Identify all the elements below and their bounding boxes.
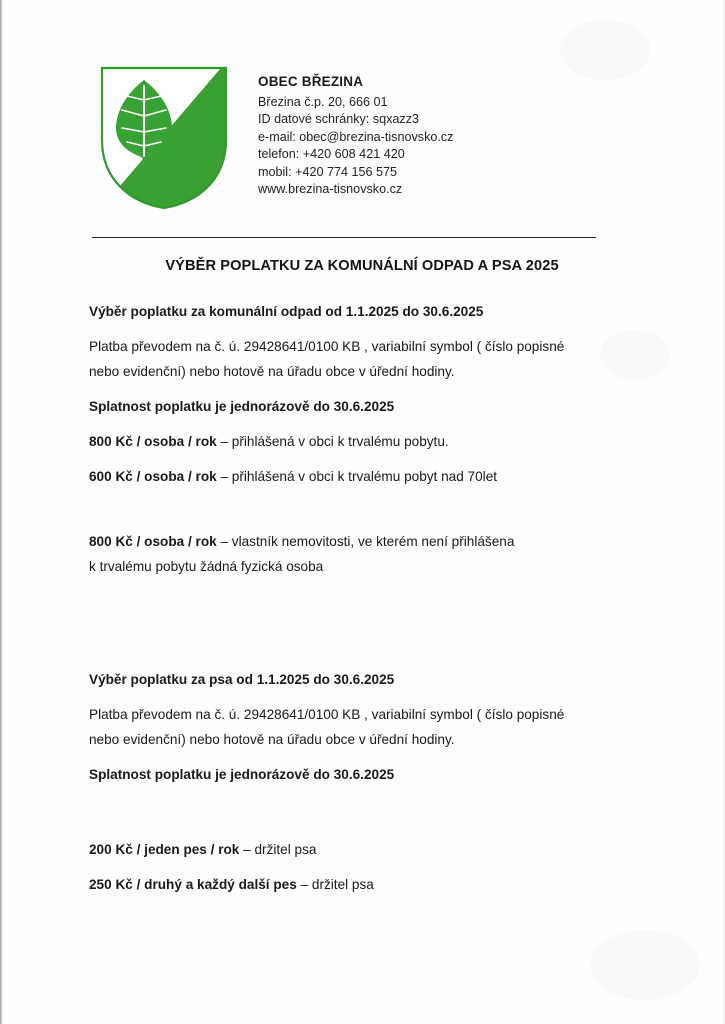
dog-fee-row	[89, 872, 649, 897]
organization-website: www.brezina-tisnovsko.cz	[258, 182, 403, 197]
waste-due-date: Splatnost poplatku je jednorázově do 30.6.2025	[89, 399, 395, 414]
dog-fee-amount: 250 Kč / druhý a každý další pes	[89, 877, 297, 892]
header-divider-rule	[92, 237, 596, 238]
organization-name: OBEC BŘEZINA	[258, 74, 364, 89]
letterhead	[96, 62, 616, 214]
waste-fee-description: – přihlášená v obci k trvalému pobytu.	[220, 434, 449, 449]
waste-section-heading: Výběr poplatku za komunální odpad od 1.1.2025 do 30.6.2025	[89, 304, 484, 319]
waste-fee-amount: 600 Kč / osoba / rok	[89, 469, 217, 484]
waste-payment-line-2: nebo evidenční) nebo hotově na úřadu obce v úřední hodiny.	[89, 364, 455, 379]
organization-phone: telefon: +420 608 421 420	[258, 147, 405, 162]
document-body	[89, 299, 649, 897]
waste-owner-fee-amount: 800 Kč / osoba / rok	[89, 534, 217, 549]
waste-fee-row	[89, 464, 649, 489]
dog-fee-description: – držitel psa	[300, 877, 374, 892]
dog-fee-row	[89, 837, 649, 862]
dog-section-heading: Výběr poplatku za psa od 1.1.2025 do 30.6.2025	[89, 672, 395, 687]
dog-fee-amount: 200 Kč / jeden pes / rok	[89, 842, 240, 857]
organization-mobile: mobil: +420 774 156 575	[258, 164, 397, 179]
dog-fee-description: – držitel psa	[243, 842, 317, 857]
waste-payment-line-1: Platba převodem na č. ú. 29428641/0100 KB , variabilní symbol ( číslo popisné	[89, 339, 565, 354]
waste-owner-fee-row	[89, 529, 649, 579]
organization-databox-id: ID datové schránky: sqxazz3	[258, 112, 419, 127]
organization-email: e-mail: obec@brezina-tisnovsko.cz	[258, 129, 454, 144]
waste-payment-paragraph	[89, 334, 649, 384]
waste-fee-row	[89, 429, 649, 454]
dog-due-date: Splatnost poplatku je jednorázově do 30.6.2025	[89, 767, 395, 782]
dog-payment-line-2: nebo evidenční) nebo hotově na úřadu obce v úřední hodiny.	[89, 732, 455, 747]
dog-payment-paragraph	[89, 702, 649, 752]
waste-fee-amount: 800 Kč / osoba / rok	[89, 434, 217, 449]
waste-fee-description: – přihlášená v obci k trvalému pobyt nad 70let	[220, 469, 498, 484]
scan-edge-artifact-left	[0, 0, 3, 1024]
page-title: VÝBĚR POPLATKU ZA KOMUNÁLNÍ ODPAD A PSA 2025	[165, 258, 559, 274]
organization-details	[258, 62, 453, 198]
waste-owner-fee-description-line-2: k trvalému pobytu žádná fyzická osoba	[89, 559, 324, 574]
scan-smudge	[590, 930, 700, 1000]
waste-owner-fee-description-line-1: – vlastník nemovitosti, ve kterém není přihlášena	[220, 534, 515, 549]
dog-payment-line-1: Platba převodem na č. ú. 29428641/0100 KB , variabilní symbol ( číslo popisné	[89, 707, 565, 722]
coat-of-arms-icon	[96, 62, 232, 214]
organization-address: Březina č.p. 20, 666 01	[258, 95, 388, 109]
